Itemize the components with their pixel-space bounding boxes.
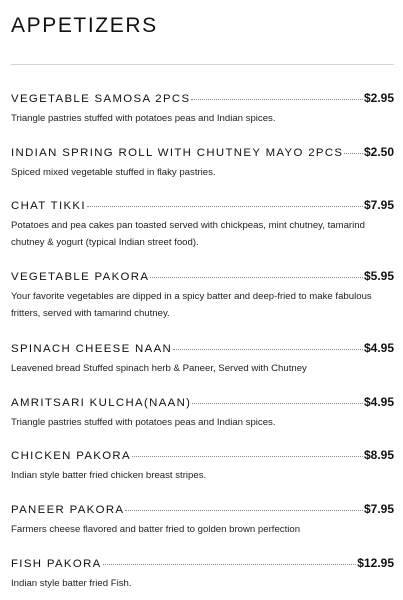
- menu-item-fish-pakora: [11, 556, 394, 592]
- section-title: APPETIZERS: [11, 14, 158, 37]
- menu-item-description: Triangle pastries stuffed with potatoes peas and Indian spices.: [11, 113, 276, 124]
- menu-item-price: $5.95: [363, 269, 394, 283]
- menu-item-price: $7.95: [363, 502, 394, 516]
- menu-item-name: INDIAN SPRING ROLL WITH CHUTNEY MAYO 2PCS: [11, 147, 344, 159]
- menu-item-name: AMRITSARI KULCHA(NAAN): [11, 397, 192, 409]
- menu-item-description: Spiced mixed vegetable stuffed in flaky pastries.: [11, 167, 216, 178]
- menu-item-vegetable-samosa: [11, 91, 394, 127]
- menu-item-price: $2.50: [363, 145, 394, 159]
- menu-item-price: $4.95: [363, 341, 394, 355]
- dot-leader: [192, 402, 363, 404]
- dot-leader: [191, 98, 363, 100]
- menu-item-header: [11, 198, 394, 212]
- menu-item-name: CHICKEN PAKORA: [11, 450, 131, 462]
- dot-leader: [150, 276, 363, 278]
- menu-item-spinach-cheese-naan: [11, 341, 394, 377]
- menu-item-header: [11, 91, 394, 105]
- menu-item-indian-spring-roll: [11, 145, 394, 181]
- menu-item-header: [11, 145, 394, 159]
- menu-item-price: $4.95: [363, 395, 394, 409]
- menu-item-chicken-pakora: [11, 448, 394, 484]
- menu-item-description: Indian style batter fried chicken breast stripes.: [11, 470, 207, 481]
- menu-item-name: SPINACH CHEESE NAAN: [11, 343, 173, 355]
- menu-item-name: CHAT TIKKI: [11, 200, 86, 212]
- menu-item-name: PANEER PAKORA: [11, 504, 125, 516]
- dot-leader: [125, 509, 363, 511]
- menu-item-header: [11, 556, 394, 570]
- menu-item-description: Triangle pastries stuffed with potatoes peas and Indian spices.: [11, 417, 276, 428]
- menu-item-price: $8.95: [363, 448, 394, 462]
- menu-item-header: [11, 269, 394, 283]
- title-divider: [11, 64, 394, 65]
- menu-item-description: Leavened bread Stuffed spinach herb & Paneer, Served with Chutney: [11, 363, 307, 374]
- dot-leader: [103, 563, 357, 565]
- dot-leader: [87, 205, 363, 207]
- menu-item-name: VEGETABLE SAMOSA 2PCS: [11, 93, 191, 105]
- dot-leader: [344, 152, 363, 154]
- menu-item-header: [11, 341, 394, 355]
- menu-item-price: $12.95: [357, 556, 394, 570]
- menu-item-vegetable-pakora: [11, 269, 394, 322]
- menu-item-paneer-pakora: [11, 502, 394, 538]
- menu-item-name: FISH PAKORA: [11, 558, 102, 570]
- menu-item-description: Potatoes and pea cakes pan toasted served with chickpeas, mint chutney, tamarind chutney & yogurt (typical Indian street food).: [11, 220, 365, 248]
- menu-item-chat-tikki: [11, 198, 394, 251]
- menu-item-description: Your favorite vegetables are dipped in a spicy batter and deep-fried to make fabulous fritters, served with tamarind chutney.: [11, 291, 372, 319]
- menu-item-amritsari-kulcha: [11, 395, 394, 431]
- menu-item-name: VEGETABLE PAKORA: [11, 271, 150, 283]
- menu-item-price: $7.95: [363, 198, 394, 212]
- dot-leader: [132, 455, 363, 457]
- menu-item-description: Indian style batter fried Fish.: [11, 578, 132, 589]
- menu-item-price: $2.95: [363, 91, 394, 105]
- menu-item-header: [11, 395, 394, 409]
- menu-item-header: [11, 502, 394, 516]
- menu-item-description: Farmers cheese flavored and batter fried to golden brown perfection: [11, 524, 301, 535]
- menu-item-header: [11, 448, 394, 462]
- dot-leader: [173, 348, 363, 350]
